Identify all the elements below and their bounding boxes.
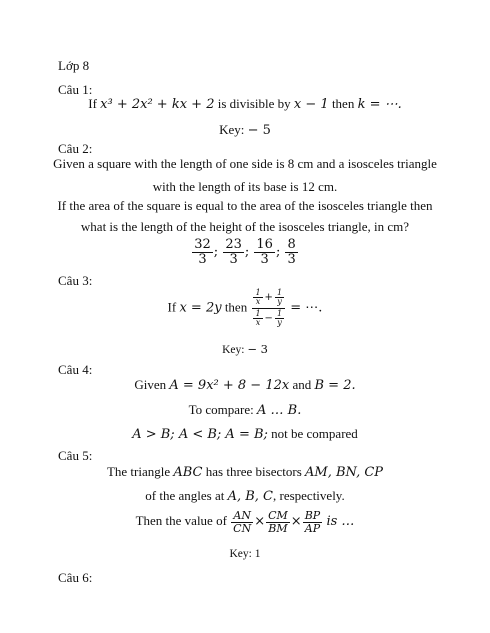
q1-if-text: If	[88, 96, 97, 111]
separator: ;	[275, 244, 281, 260]
q2-line-1: Given a square with the length of one side is 8 cm and a isosceles triangle	[53, 156, 437, 171]
q5-line-2	[0, 488, 490, 504]
q4-given-text: Given	[134, 377, 167, 392]
q1-divisor: x − 1	[293, 97, 329, 112]
question-6-label: Câu 6:	[58, 570, 93, 585]
q2-answer-options	[0, 238, 490, 266]
q5-fraction-3: $\frac{BP}{AP}$	[304, 509, 321, 535]
q3-then-text: then	[224, 299, 248, 315]
q3-if-text: If	[167, 299, 177, 315]
q5-text: of the angles at	[145, 488, 225, 503]
q4-line-2	[0, 402, 490, 418]
question-5-label: Câu 5:	[58, 448, 93, 463]
q5-line-3	[0, 510, 490, 534]
q5-fraction-1: $\frac{AN}{CN}$	[233, 509, 252, 535]
q3-tail: = ⋯.	[290, 300, 323, 316]
q4-B-definition: B = 2.	[314, 378, 356, 393]
q5-line-1	[0, 464, 490, 480]
q5-text: Then the value of	[135, 513, 227, 529]
q4-A-definition: A = 9x² + 8 − 12x	[169, 378, 290, 393]
q4-options-text: not be compared	[271, 426, 358, 441]
q2-line-2: with the length of its base is 12 cm.	[152, 179, 338, 194]
q4-compare-expr: A … B.	[257, 403, 302, 418]
question-1-key	[0, 122, 490, 138]
q5-text: , respectively.	[273, 488, 345, 503]
question-5-key: Key: 1	[229, 548, 261, 560]
q2-option-3: $\frac{16}{3}$	[256, 237, 273, 267]
q2-line-3: If the area of the square is equal to the area of the isosceles triangle then	[57, 198, 433, 213]
question-3-label: Câu 3:	[58, 273, 93, 288]
separator: ;	[213, 244, 219, 260]
question-3-statement	[0, 289, 490, 328]
q4-line-3	[0, 426, 490, 442]
separator: ;	[244, 244, 250, 260]
q5-points: A, B, C	[227, 489, 273, 504]
question-2-label: Câu 2:	[58, 141, 93, 156]
q4-line-1	[0, 377, 490, 393]
q3-key-label: Key:	[222, 344, 245, 356]
q1-k-equation: k = ⋯.	[357, 97, 402, 112]
question-3-key	[0, 342, 490, 356]
q4-and-text: and	[292, 377, 312, 392]
q1-polynomial: x³ + 2x² + kx + 2	[100, 97, 215, 112]
grade-heading: Lớp 8	[58, 58, 90, 73]
q4-compare-text: To compare:	[188, 402, 254, 417]
q2-option-1: $\frac{32}{3}$	[194, 237, 211, 267]
q1-then-text: then	[331, 96, 355, 111]
question-1-statement	[0, 96, 490, 112]
q1-key-label: Key:	[219, 122, 245, 137]
q1-key-value: − 5	[247, 123, 271, 138]
q5-bisectors: AM, BN, CP	[305, 465, 384, 480]
times-sign: ×	[290, 514, 302, 530]
q1-divisible-text: is divisible by	[217, 96, 291, 111]
q5-triangle: ABC	[173, 465, 203, 480]
q2-line-4: what is the length of the height of the isosceles triangle, in cm?	[80, 219, 410, 234]
q3-key-value: − 3	[247, 342, 268, 356]
q4-options-math: A > B; A < B; A = B;	[132, 427, 268, 442]
q5-is-text: is …	[326, 514, 355, 530]
q5-text: has three bisectors	[205, 464, 302, 479]
q5-fraction-2: $\frac{CM}{BM}$	[268, 509, 288, 535]
q3-complex-fraction: $\frac{1}{x}$ + $\frac{1}{y}$ $\frac{1}{x}$ − $\frac{1}{y}$	[252, 289, 285, 328]
question-1-label: Câu 1:	[58, 82, 93, 97]
q5-text: The triangle	[106, 464, 171, 479]
q2-option-2: $\frac{23}{3}$	[225, 237, 242, 267]
times-sign: ×	[254, 514, 266, 530]
q2-option-4: $\frac{8}{3}$	[287, 237, 296, 267]
q3-condition: x = 2y	[179, 300, 222, 316]
question-4-label: Câu 4:	[58, 362, 93, 377]
